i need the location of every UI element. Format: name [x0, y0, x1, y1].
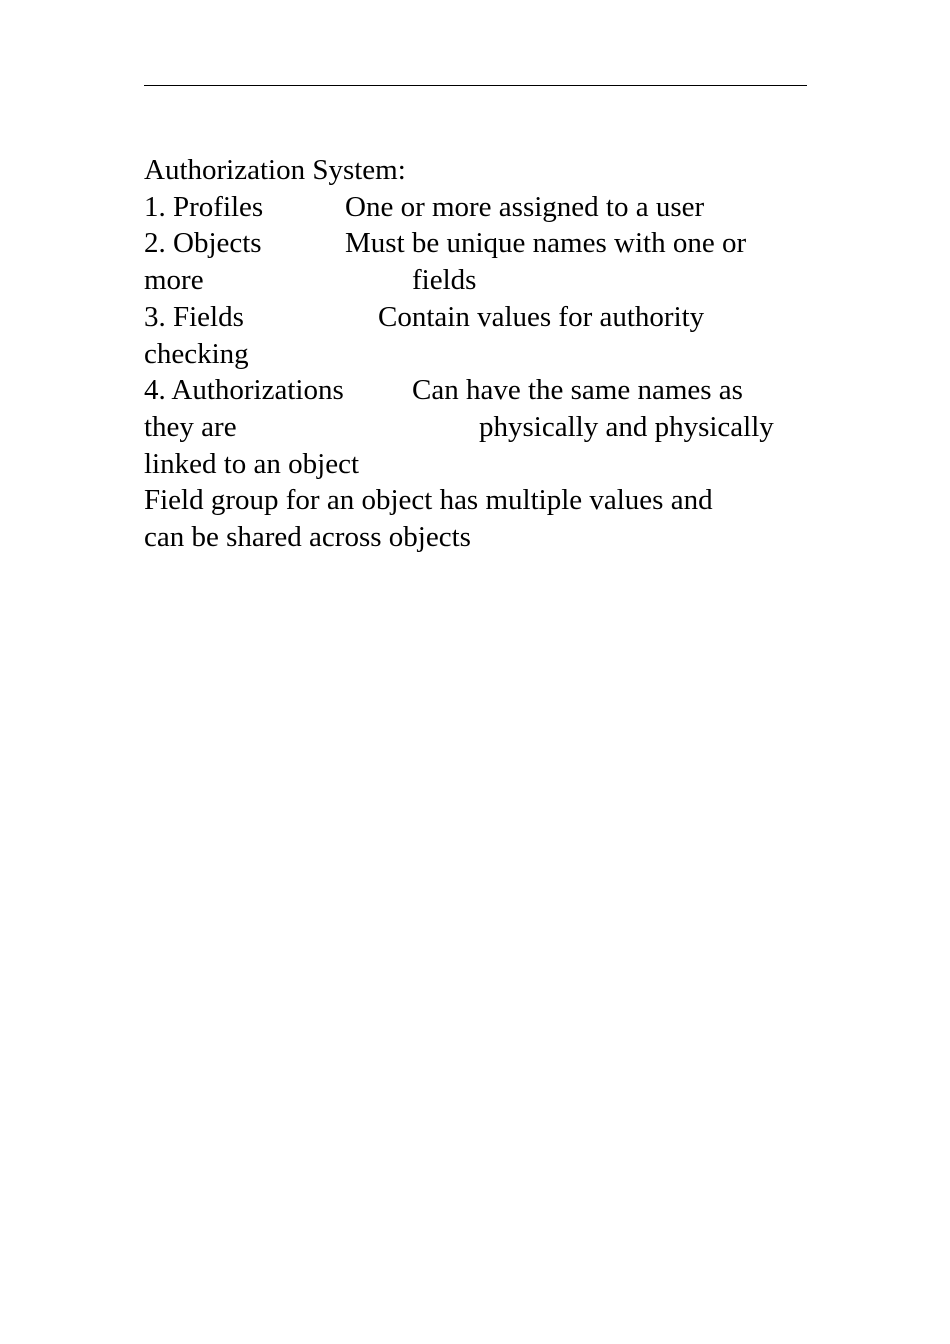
item-description: Contain values for authority — [378, 300, 705, 333]
item-description-continued: fields — [412, 264, 477, 297]
item-wrap-text: they are — [144, 410, 237, 443]
list-item-authorizations — [144, 372, 814, 409]
item-description: One or more assigned to a user — [345, 190, 705, 223]
closing-paragraph-line: can be shared across objects — [144, 521, 471, 554]
document-body — [144, 152, 814, 556]
item-wrap-text: checking — [144, 337, 249, 370]
list-item-fields-continued — [144, 336, 814, 373]
item-wrap-text: more — [144, 264, 204, 297]
item-term: 1. Profiles — [144, 190, 264, 223]
list-item-objects — [144, 225, 814, 262]
list-item-fields — [144, 299, 814, 336]
item-term: 3. Fields — [144, 300, 244, 333]
list-item-authorizations-continued-2 — [144, 446, 814, 483]
item-term: 4. Authorizations — [144, 374, 344, 407]
item-wrap-text: linked to an object — [144, 447, 360, 480]
list-item-profiles — [144, 189, 814, 226]
list-item-authorizations-continued — [144, 409, 814, 446]
section-heading: Authorization System: — [144, 154, 406, 186]
header-rule — [144, 85, 807, 86]
item-description-continued: physically and physically — [479, 410, 774, 443]
item-description: Must be unique names with one or — [345, 227, 747, 260]
list-item-objects-continued — [144, 262, 814, 299]
closing-paragraph-line: Field group for an object has multiple values and — [144, 484, 713, 517]
item-description: Can have the same names as — [412, 374, 743, 407]
item-term: 2. Objects — [144, 227, 262, 260]
